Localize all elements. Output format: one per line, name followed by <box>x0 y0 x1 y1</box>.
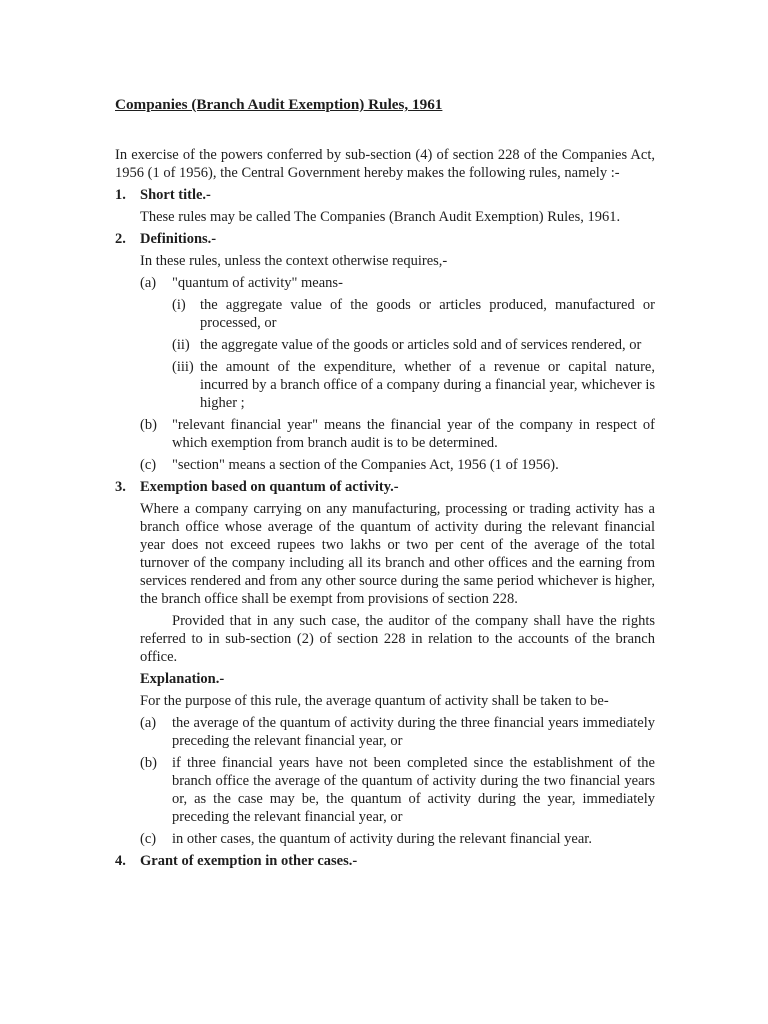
document-body <box>115 0 655 870</box>
rule-1-title: Short title.- <box>140 187 211 203</box>
intro-paragraph: In exercise of the powers conferred by sub-section (4) of section 228 of the Companies Act, 1956 (1 of 1956), the Central Government hereby makes the following rules, namely :- <box>115 147 655 181</box>
rule-3-number: 3. <box>115 479 126 495</box>
clause-3a-text: the average of the quantum of activity during the three financial years immediately preceding the relevant financial year, or <box>172 715 655 749</box>
subclause-2a-i <box>172 296 655 332</box>
rule-3-heading <box>115 478 655 496</box>
clause-2b-marker: (b) <box>140 417 157 433</box>
clause-2c-marker: (c) <box>140 457 157 473</box>
clause-3c-marker: (c) <box>140 831 157 847</box>
rule-4 <box>115 852 655 870</box>
rule-1 <box>115 186 655 226</box>
clause-3a-marker: (a) <box>140 715 157 731</box>
subclause-2a-ii <box>172 336 655 354</box>
rule-4-title: Grant of exemption in other cases.- <box>140 853 358 869</box>
rule-2 <box>115 230 655 474</box>
clause-3c <box>140 830 655 848</box>
rule-1-heading <box>115 186 655 204</box>
clause-3b <box>140 754 655 826</box>
rule-2-heading <box>115 230 655 248</box>
clause-2a-text: "quantum of activity" means- <box>172 275 343 291</box>
subclause-2a-ii-text: the aggregate value of the goods or articles sold and of services rendered, or <box>200 337 642 353</box>
clause-2b-text: "relevant financial year" means the financial year of the company in respect of which exemption from branch audit is to be determined. <box>172 417 655 451</box>
subclause-2a-iii-marker: (iii) <box>172 359 194 375</box>
clause-2a-subclauses <box>172 296 655 412</box>
rule-2-lead: In these rules, unless the context otherwise requires,- <box>140 253 448 269</box>
rule-3 <box>115 478 655 848</box>
subclause-2a-ii-marker: (ii) <box>172 337 190 353</box>
document-title: Companies (Branch Audit Exemption) Rules, 1961 <box>115 96 443 113</box>
clause-2c <box>140 456 655 474</box>
clause-2b <box>140 416 655 452</box>
rule-3-paragraph: Where a company carrying on any manufacturing, processing or trading activity has a branch office whose average of the quantum of activity during the relevant financial year does not exceed rupees two lakhs or two per cent of the average of the total turnover of the company including all its branch and other offices and the earning from services rendered and from any other source during the same period whichever is higher, the branch office shall be exempt from provisions of section 228. <box>140 501 655 607</box>
subclause-2a-iii <box>172 358 655 412</box>
rule-2-number: 2. <box>115 231 126 247</box>
rule-4-number: 4. <box>115 853 126 869</box>
rule-1-body <box>140 208 655 226</box>
rule-2-title: Definitions.- <box>140 231 217 247</box>
clause-3b-marker: (b) <box>140 755 157 771</box>
rule-3-body <box>140 500 655 848</box>
rule-3-proviso: Provided that in any such case, the auditor of the company shall have the rights referred to in sub-section (2) of section 228 in relation to the accounts of the branch office. <box>140 613 655 665</box>
subclause-2a-iii-text: the amount of the expenditure, whether of a revenue or capital nature, incurred by a branch office of a company during a financial year, whichever is higher ; <box>200 359 655 411</box>
rule-1-number: 1. <box>115 187 126 203</box>
rule-4-heading <box>115 852 655 870</box>
clause-2c-text: "section" means a section of the Companies Act, 1956 (1 of 1956). <box>172 457 559 473</box>
rule-3-title: Exemption based on quantum of activity.- <box>140 479 399 495</box>
clause-2a-marker: (a) <box>140 275 157 291</box>
clause-3a <box>140 714 655 750</box>
rule-3-explanation-heading: Explanation.- <box>140 671 225 687</box>
rule-3-explanation-lead: For the purpose of this rule, the average quantum of activity shall be taken to be- <box>140 693 609 709</box>
rule-2-body <box>140 252 655 474</box>
subclause-2a-i-marker: (i) <box>172 297 186 313</box>
subclause-2a-i-text: the aggregate value of the goods or articles produced, manufactured or processed, or <box>200 297 655 331</box>
rule-1-paragraph: These rules may be called The Companies (Branch Audit Exemption) Rules, 1961. <box>140 209 621 225</box>
clause-3b-text: if three financial years have not been completed since the establishment of the branch office the average of the quantum of activity during the two financial years or, as the case may be, the quantum of activity during the year, immediately preceding the relevant financial year, or <box>172 755 655 825</box>
clause-3c-text: in other cases, the quantum of activity during the relevant financial year. <box>172 831 592 847</box>
clause-2a <box>140 274 655 292</box>
